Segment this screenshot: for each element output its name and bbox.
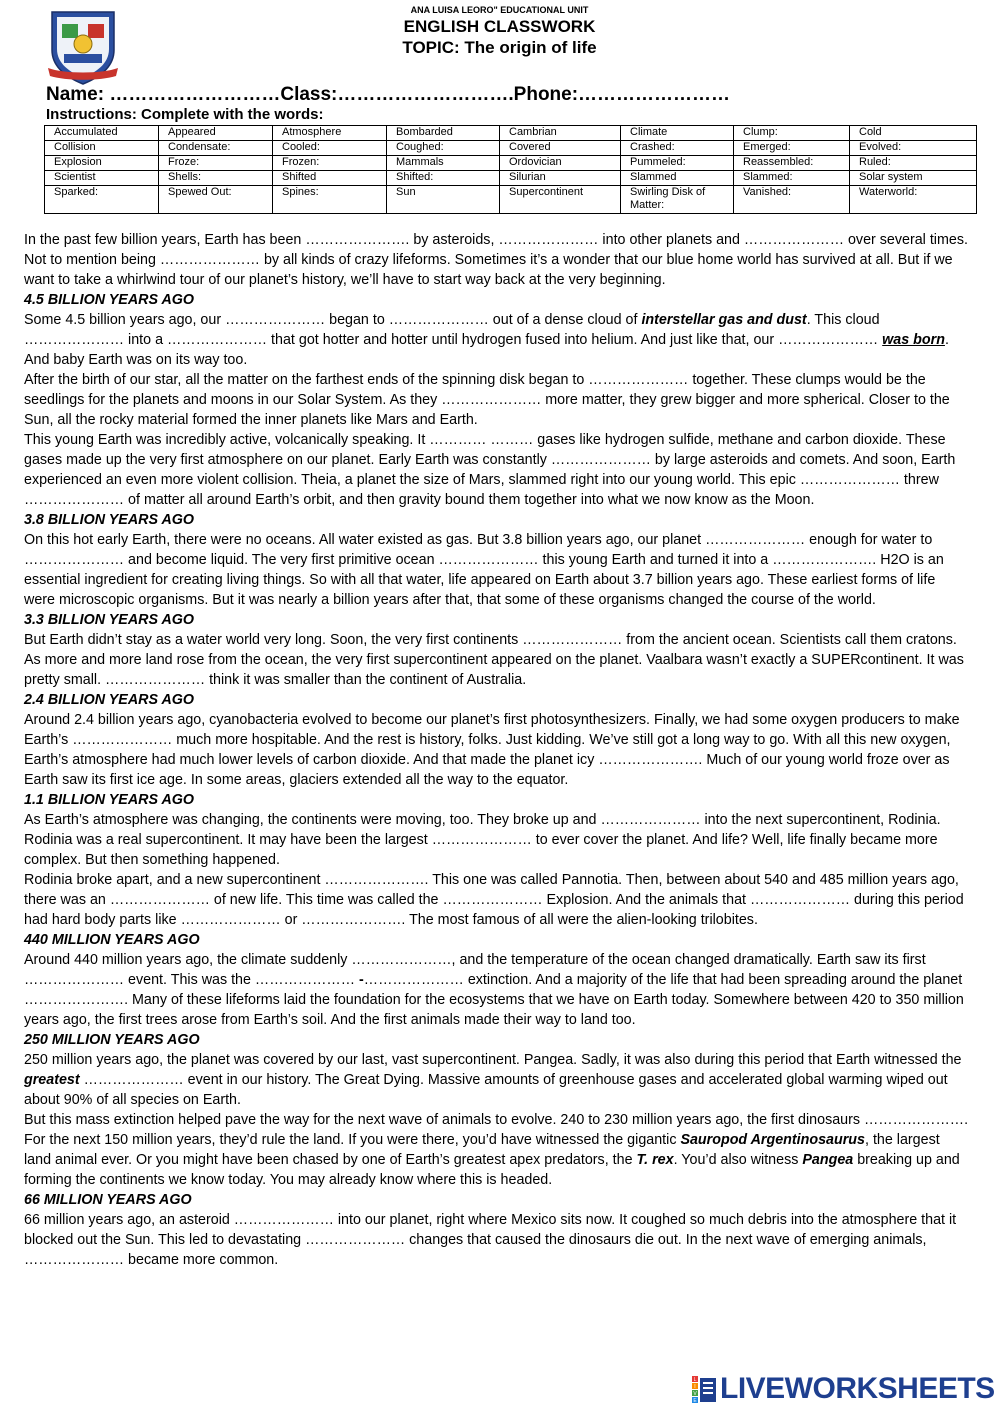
word-bank-cell: Silurian: [500, 171, 621, 186]
paragraph: In the past few billion years, Earth has been …………………. by asteroids, ………………… into other planets and ………………… over several times. Not to mention being ………………… by all kinds of crazy lifeforms. Sometimes it’s a wonder that our blue home world has survived at all. But if we want to take a whirlwind tour of our planet’s history, we’ll have to start way back at the very beginning.: [24, 232, 968, 288]
emphasis-text: was born: [882, 332, 945, 348]
word-bank-row: [45, 156, 977, 171]
header: [0, 4, 999, 58]
reading-passage: [24, 230, 970, 1270]
emphasis-text: T. rex: [636, 1152, 674, 1168]
word-bank-cell: Sparked:: [45, 186, 159, 214]
school-name: ANA LUISA LEORO" EDUCATIONAL UNIT: [410, 5, 589, 15]
text-run: breaking up and forming the continents we know today. You may already know where this is headed.: [24, 1152, 960, 1188]
word-bank-cell: Waterworld:: [850, 186, 977, 214]
word-bank-cell: Swirling Disk of Matter:: [621, 186, 734, 214]
word-bank-cell: Slammed: [621, 171, 734, 186]
svg-text:V: V: [693, 1391, 697, 1397]
section-heading: 2.4 BILLION YEARS AGO: [24, 692, 195, 708]
svg-text:L: L: [693, 1377, 697, 1383]
instructions: Instructions: Complete with the words:: [46, 106, 324, 123]
word-bank-cell: Cold: [850, 126, 977, 141]
word-bank-cell: Ruled:: [850, 156, 977, 171]
paragraph: [24, 310, 970, 370]
word-bank-cell: Froze:: [159, 156, 273, 171]
text-run: , the largest land animal ever. Or you might have been chased by one of Earth’s greatest apex predators, the: [24, 1132, 940, 1168]
name-class-phone-line: Name: ………………………Class:……………………….Phone:……………………: [46, 84, 731, 105]
word-bank-row: [45, 126, 977, 141]
text-run: . And baby Earth was on its way too.: [24, 332, 949, 368]
paragraph: [24, 1110, 970, 1190]
paragraph: Around 2.4 billion years ago, cyanobacteria evolved to become our planet’s first photosynthesizers. Finally, we had some oxygen producers to make Earth’s ………………… much more hospitable. And the rest is history, folks. Just kidding. We’ve still got a long way to go. With all this new oxygen, Earth’s atmosphere had much lower levels of carbon dioxide. And that made the planet icy …………………. Much of our young world froze over as Earth saw its first ice age. In some areas, glaciers extended all the way to the equator.: [24, 712, 960, 788]
word-bank-cell: Coughed:: [387, 141, 500, 156]
word-bank-cell: Crashed:: [621, 141, 734, 156]
paragraph: This young Earth was incredibly active, volcanically speaking. It ………… ……… gases like hydrogen sulfide, methane and carbon dioxide. These gases made up the very first atmosphere on our planet. Early Earth was constantly ………………… by large asteroids and comets. And soon, Earth experienced an even more violent collision. Theia, a planet the size of Mars, slammed right into our young world. This epic ………………… threw ………………… of matter all around Earth’s orbit, and then gravity bound them together into what we now know as the Moon.: [24, 432, 956, 508]
word-bank-cell: Supercontinent: [500, 186, 621, 214]
text-run: ………………… extinction. And a majority of the life that had been spreading around the planet …………………. Many of these lifeforms laid the foundation for the ecosystems that we have on Earth today. Somewhere between 420 to 350 million years ago, the first trees arose from Earth’s soil. And the first animals made their way to land too.: [24, 972, 964, 1028]
word-bank-row: [45, 186, 977, 214]
liveworksheets-logo-icon: [690, 1374, 720, 1404]
word-bank-cell: Slammed:: [734, 171, 850, 186]
word-bank-cell: Solar system: [850, 171, 977, 186]
word-bank-cell: Reassembled:: [734, 156, 850, 171]
word-bank-cell: Spewed Out:: [159, 186, 273, 214]
word-bank-cell: Pummeled:: [621, 156, 734, 171]
emphasis-text: Pangea: [802, 1152, 854, 1168]
word-bank-cell: Appeared: [159, 126, 273, 141]
section-heading: 4.5 BILLION YEARS AGO: [24, 292, 195, 308]
word-bank-cell: Climate: [621, 126, 734, 141]
svg-text:E: E: [693, 1398, 697, 1404]
emphasis-text: -: [359, 972, 364, 988]
text-run: . You’d also witness: [673, 1152, 803, 1168]
section-heading: 66 MILLION YEARS AGO: [24, 1192, 192, 1208]
word-bank-cell: Cambrian: [500, 126, 621, 141]
word-bank-cell: Spines:: [273, 186, 387, 214]
paragraph: On this hot early Earth, there were no oceans. All water existed as gas. But 3.8 billion years ago, our planet ………………… enough for water to ………………… and become liquid. The very first primitive ocean ………………… this young Earth and turned it into a …………………. H2O is an essential ingredient for creating living things. So with all that water, life appeared on Earth about 3.7 billion years ago. These earliest forms of life were microscopic organisms. But it was nearly a billion years after that, that some of these organisms changed the course of the world.: [24, 532, 944, 608]
word-bank-cell: Shifted: [273, 171, 387, 186]
liveworksheets-footer[interactable]: [690, 1372, 995, 1406]
word-bank-cell: Sun: [387, 186, 500, 214]
text-run: But this mass extinction helped pave the way for the next wave of animals to evolve. 240 to 230 million years ago, the first dinosaurs …………………. For the next 150 million years, they’d rule the land. If you were there, you’d have witnessed the gigantic: [24, 1112, 969, 1148]
paragraph: [24, 950, 970, 1030]
word-bank-cell: Scientist: [45, 171, 159, 186]
svg-text:I: I: [694, 1384, 696, 1390]
word-bank-table: [44, 125, 977, 214]
word-bank-cell: Accumulated: [45, 126, 159, 141]
word-bank-cell: Emerged:: [734, 141, 850, 156]
word-bank-cell: Vanished:: [734, 186, 850, 214]
section-heading: 3.3 BILLION YEARS AGO: [24, 612, 195, 628]
page-title: ENGLISH CLASSWORK: [403, 17, 596, 36]
section-heading: 440 MILLION YEARS AGO: [24, 932, 200, 948]
word-bank-cell: Evolved:: [850, 141, 977, 156]
section-heading: 3.8 BILLION YEARS AGO: [24, 512, 195, 528]
word-bank-cell: Frozen:: [273, 156, 387, 171]
text-run: Some 4.5 billion years ago, our ………………… began to ………………… out of a dense cloud of: [24, 312, 642, 328]
word-bank-cell: Cooled:: [273, 141, 387, 156]
word-bank-cell: Shells:: [159, 171, 273, 186]
word-bank-cell: Ordovician: [500, 156, 621, 171]
word-bank-cell: Atmosphere: [273, 126, 387, 141]
word-bank-cell: Shifted:: [387, 171, 500, 186]
topic-title: TOPIC: The origin of life: [402, 38, 597, 57]
word-bank-row: [45, 141, 977, 156]
paragraph: As Earth’s atmosphere was changing, the continents were moving, too. They broke up and ………………… into the next supercontinent, Rodinia. Rodinia was a real supercontinent. It may have been the largest ………………… to ever cover the planet. And life? Well, life finally became more complex. But then something happened.: [24, 812, 941, 868]
word-bank-cell: Explosion: [45, 156, 159, 171]
paragraph: 66 million years ago, an asteroid ………………… into our planet, right where Mexico sits now. It coughed so much debris into the atmosphere that it blocked out the Sun. This led to devastating ………………… changes that caused the dinosaurs die out. In the next wave of emerging animals, ………………… became more common.: [24, 1212, 957, 1268]
emphasis-text: Sauropod Argentinosaurus: [680, 1132, 865, 1148]
word-bank-row: [45, 171, 977, 186]
emphasis-text: interstellar gas and dust: [641, 312, 807, 328]
paragraph: After the birth of our star, all the matter on the farthest ends of the spinning disk began to ………………… together. These clumps would be the seedlings for the planets and moons in our Solar System. As they ………………… more matter, they grew bigger and more spherical. Closer to the Sun, all the rocky material formed the inner planets like Mars and Earth.: [24, 372, 950, 428]
section-heading: 250 MILLION YEARS AGO: [24, 1032, 200, 1048]
word-bank-cell: Clump:: [734, 126, 850, 141]
word-bank-cell: Condensate:: [159, 141, 273, 156]
section-heading: 1.1 BILLION YEARS AGO: [24, 792, 195, 808]
emphasis-text: greatest: [24, 1072, 80, 1088]
word-bank-cell: Covered: [500, 141, 621, 156]
text-run: Around 440 million years ago, the climate suddenly …………………, and the temperature of the ocean changed dramatically. Earth saw its first ………………… event. This was the …………………: [24, 952, 926, 988]
paragraph: [24, 1050, 970, 1110]
paragraph: Rodinia broke apart, and a new supercontinent …………………. This one was called Pannotia. Then, between about 540 and 485 million years ago, there was an ………………… of new life. This time was called the ………………… Explosion. And the animals that ………………… during this period had hard body parts like ………………… or …………………. The most famous of all were the alien-looking trilobites.: [24, 872, 964, 928]
text-run: 250 million years ago, the planet was covered by our last, vast supercontinent. Pangea. Sadly, it was also during this period that Earth witnessed the: [24, 1052, 962, 1068]
word-bank-cell: Collision: [45, 141, 159, 156]
text-run: . This cloud ………………… into a ………………… that got hotter and hotter until hydrogen fused into helium. And just like that, our …………………: [24, 312, 883, 348]
word-bank-cell: Bombarded: [387, 126, 500, 141]
word-bank-cell: Mammals: [387, 156, 500, 171]
liveworksheets-brand: LIVEWORKSHEETS: [720, 1372, 995, 1405]
paragraph: But Earth didn’t stay as a water world very long. Soon, the very first continents ………………… from the ancient ocean. Scientists call them cratons. As more and more land rose from the ocean, the very first supercontinent appeared on the planet. Vaalbara wasn’t exactly a SUPERcontinent. It was pretty small. ………………… think it was smaller than the continent of Australia.: [24, 632, 964, 688]
text-run: ………………… event in our history. The Great Dying. Massive amounts of greenhouse gases and accelerated global warming wiped out about 90% of all species on Earth.: [24, 1072, 948, 1108]
